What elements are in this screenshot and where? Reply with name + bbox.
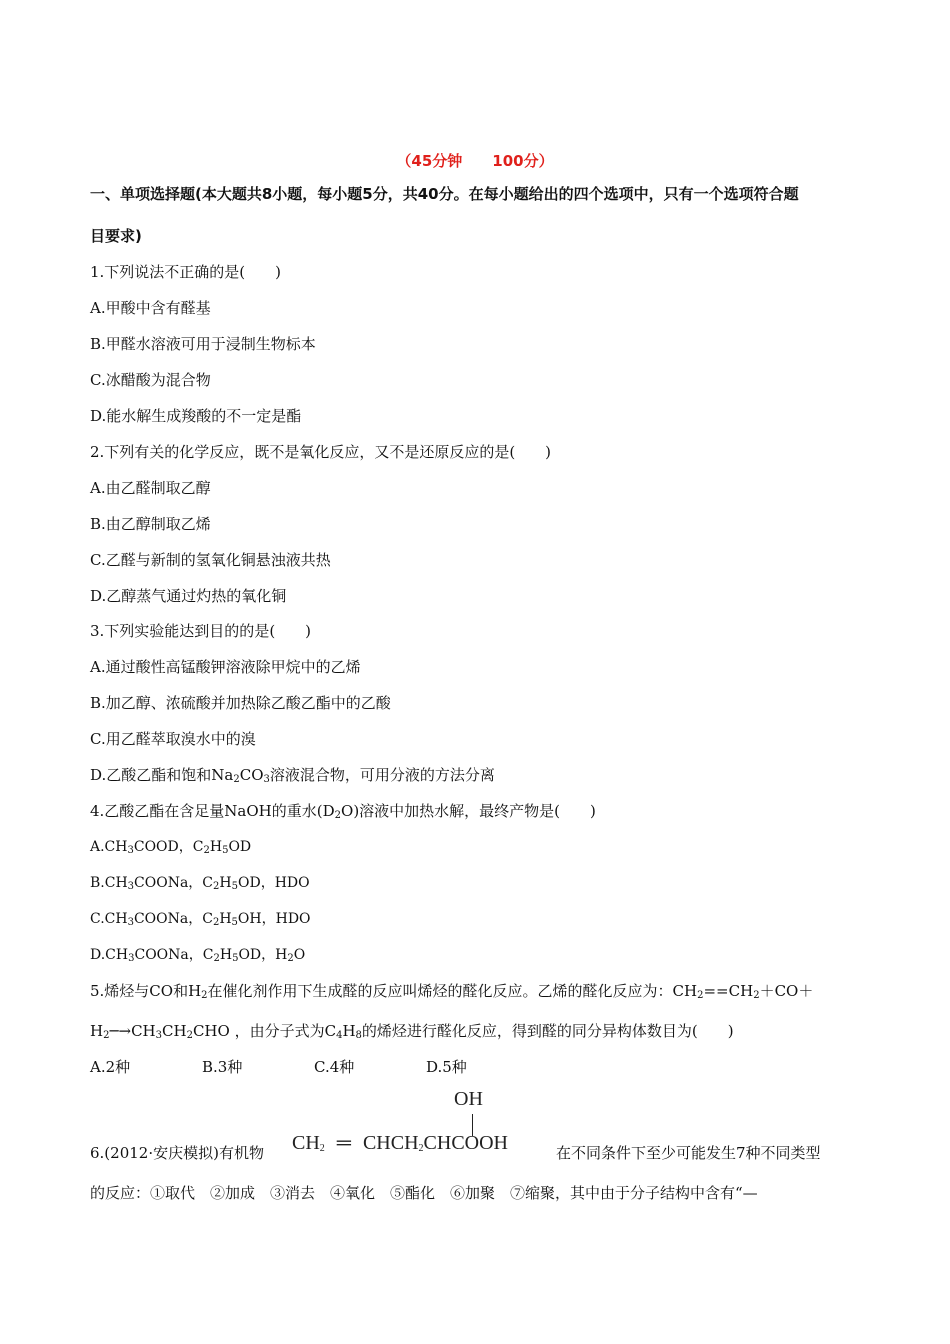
question-5-option-b: B.3种 (202, 1058, 243, 1076)
question-5-stem-line1: 5.烯烃与CO和$H_2$在催化剂作用下生成醛的反应叫烯烃的醛化反应。乙烯的醛化反应为：$CH_2==CH_2+CO+$ (90, 982, 814, 1001)
page-title: （45分钟 100分） (396, 152, 554, 170)
formula-main-chain: $CH_2$ ═ $CHCH_2CHCOOH$ (292, 1132, 508, 1154)
question-2-option-d: D.乙醇蒸气通过灼热的氧化铜 (90, 587, 287, 605)
question-4-stem: 4.乙酸乙酯在含足量NaOH的重水$(D_2O)$溶液中加热水解，最终产物是( ) (90, 802, 596, 821)
question-4-option-d: $D.CH_3COONa$，$C_2H_5OD$，$H_2O$ (90, 947, 306, 964)
question-5-options (90, 1057, 538, 1077)
question-2-option-b: B.由乙醇制取乙烯 (90, 515, 211, 533)
structural-formula (292, 1088, 554, 1166)
question-1-option-b: B.甲醛水溶液可用于浸制生物标本 (90, 335, 316, 353)
section-heading-line1: 一、单项选择题(本大题共8小题，每小题5分，共40分。在每小题给出的四个选项中，只有一个选项符合题 (90, 185, 799, 203)
question-1-option-d: D.能水解生成羧酸的不一定是酯 (90, 407, 302, 425)
question-2-option-a: A.由乙醛制取乙醇 (90, 479, 211, 497)
question-5-option-c: C.4种 (314, 1058, 355, 1076)
question-1-option-c: C.冰醋酸为混合物 (90, 371, 211, 389)
formula-hydroxyl: OH (454, 1088, 483, 1110)
question-4-option-a: $A.CH_3COOD$，$C_2H_5OD$ (90, 839, 252, 856)
question-3-option-d: D.乙酸乙酯和饱和$Na_2CO_3$溶液混合物，可用分液的方法分离 (90, 766, 495, 785)
question-3-option-b: B.加乙醇、浓硫酸并加热除乙酸乙酯中的乙酸 (90, 694, 391, 712)
question-5-option-a: A.2种 (90, 1058, 131, 1076)
section-heading-line2: 目要求) (90, 227, 142, 245)
question-4-option-c: $C.CH_3COONa$，$C_2H_5OH$，HDO (90, 911, 311, 928)
question-6-suffix: 在不同条件下至少可能发生7种不同类型 (556, 1144, 821, 1162)
question-4-option-b: $B.CH_3COONa$，$C_2H_5OD$，HDO (90, 875, 310, 892)
question-2-option-c: C.乙醛与新制的氢氧化铜悬浊液共热 (90, 551, 331, 569)
question-6-line2: 的反应：①取代 ②加成 ③消去 ④氧化 ⑤酯化 ⑥加聚 ⑦缩聚，其中由于分子结构中含有“— (90, 1184, 758, 1202)
question-6-prefix: 6.(2012·安庆模拟)有机物 (90, 1144, 264, 1162)
question-3-option-c: C.用乙醛萃取溴水中的溴 (90, 730, 256, 748)
question-3-option-a: A.通过酸性高锰酸钾溶液除甲烷中的乙烯 (90, 658, 361, 676)
question-5-option-d: D.5种 (426, 1058, 467, 1076)
question-3-stem: 3.下列实验能达到目的的是( ) (90, 622, 312, 640)
question-2-stem: 2.下列有关的化学反应，既不是氧化反应，又不是还原反应的是( ) (90, 443, 552, 461)
question-1-option-a: A.甲酸中含有醛基 (90, 299, 211, 317)
question-1-stem: 1.下列说法不正确的是( ) (90, 263, 282, 281)
question-5-stem-line2: $H_2─\to CH_3CH_2CHO$ ，由分子式为$C_4H_8$的烯烃进行醛化反应，得到醛的同分异构体数目为( ) (90, 1022, 734, 1041)
